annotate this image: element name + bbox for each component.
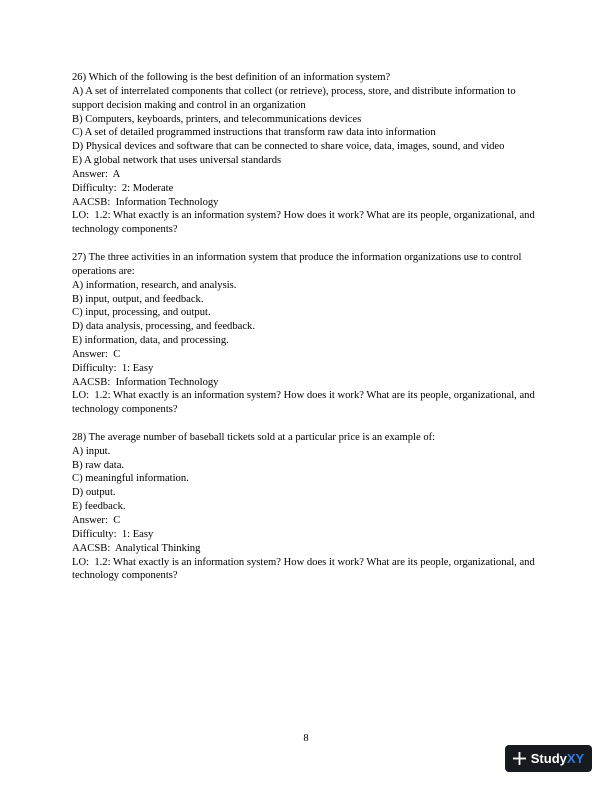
aacsb: AACSB: Information Technology [72,196,219,208]
answer: Answer: A [72,168,121,180]
brand-name-xy: XY [566,751,585,766]
option-a: A) input. [72,445,111,457]
difficulty: Difficulty: 2: Moderate [72,182,174,194]
question-block [72,71,540,237]
difficulty: Difficulty: 1: Easy [72,528,154,540]
question-text: 27) The three activities in an information system that produce the information organizations use to control operations are: [72,251,525,277]
answer: Answer: C [72,348,121,360]
plus-icon [513,752,526,765]
learning-objective: LO: 1.2: What exactly is an information system? How does it work? What are its people, organizational, and technology components? [72,556,538,582]
question-block [72,251,540,417]
answer: Answer: C [72,515,121,526]
studyxy-badge[interactable] [505,745,592,772]
option-e: E) information, data, and processing. [72,335,229,347]
document-body [72,71,540,597]
aacsb: AACSB: Analytical Thinking [72,542,201,554]
option-d: D) output. [72,487,116,499]
brand-name [531,751,584,766]
aacsb: AACSB: Information Technology [72,376,219,388]
page-number: 8 [303,733,309,744]
brand-name-study: Study [530,751,567,766]
option-b: B) input, output, and feedback. [72,293,204,305]
option-b: B) raw data. [72,459,125,471]
question-block [72,431,540,583]
option-d: D) data analysis, processing, and feedback. [72,321,255,333]
option-e: E) feedback. [72,501,126,513]
option-c: C) A set of detailed programmed instructions that transform raw data into information [72,127,436,139]
learning-objective: LO: 1.2: What exactly is an information system? How does it work? What are its people, organizational, and technology components? [72,210,538,236]
question-text: 28) The average number of baseball tickets sold at a particular price is an example of: [72,431,436,443]
option-a: A) A set of interrelated components that collect (or retrieve), process, store, and distribute information to support decision making and control in an organization [72,85,519,111]
option-e: E) A global network that uses universal standards [72,155,282,167]
option-c: C) meaningful information. [72,473,189,485]
learning-objective: LO: 1.2: What exactly is an information system? How does it work? What are its people, organizational, and technology components? [72,390,538,416]
option-d: D) Physical devices and software that can be connected to share voice, data, images, sound, and video [72,141,505,153]
question-text: 26) Which of the following is the best definition of an information system? [72,72,391,83]
difficulty: Difficulty: 1: Easy [72,362,154,374]
option-c: C) input, processing, and output. [72,307,211,319]
option-b: B) Computers, keyboards, printers, and telecommunications devices [72,113,362,125]
option-a: A) information, research, and analysis. [72,279,237,291]
